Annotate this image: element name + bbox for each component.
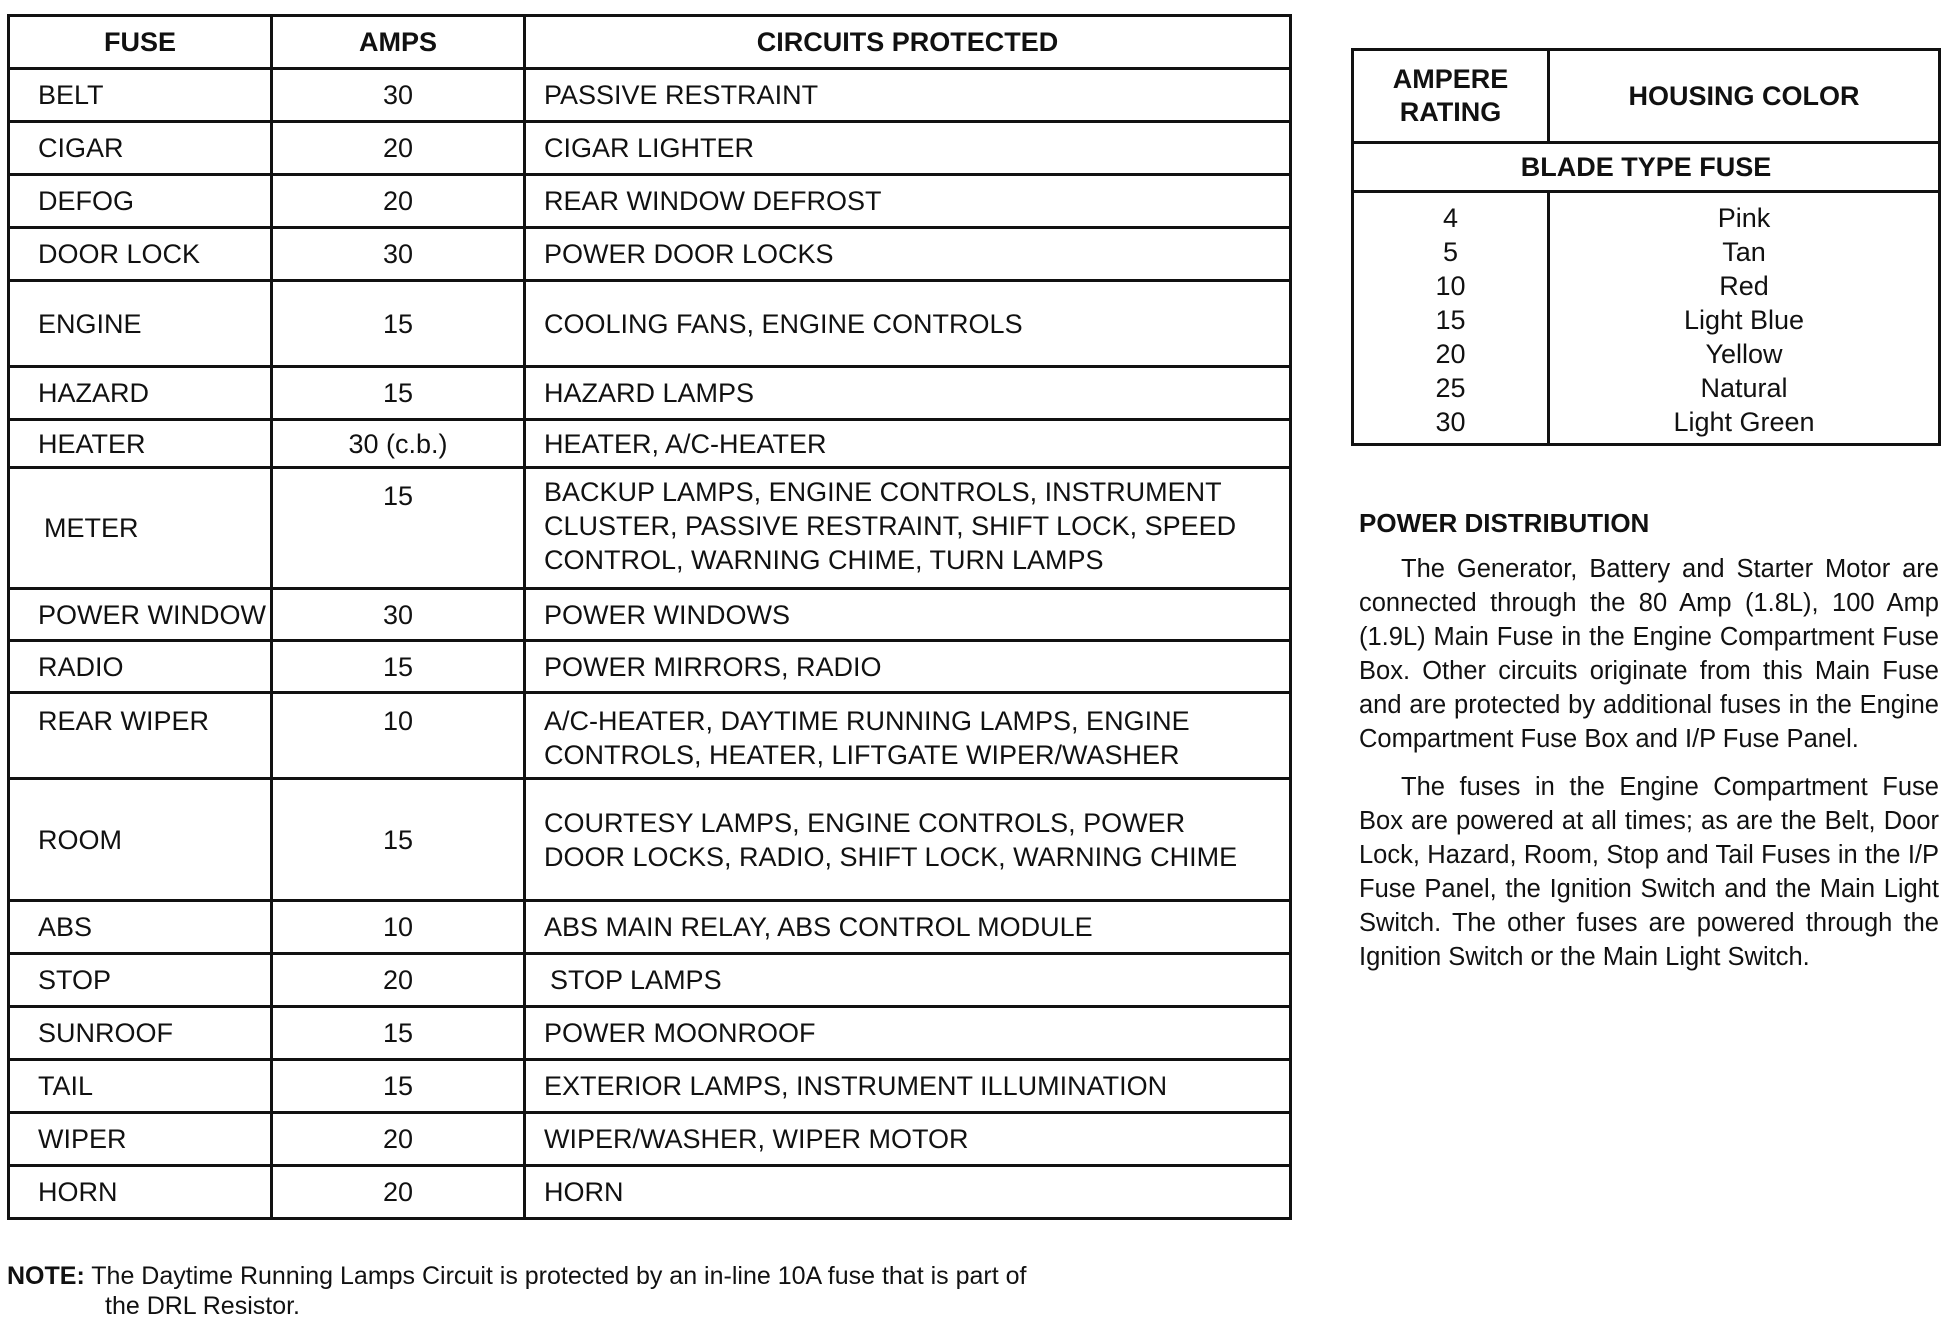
fuse-name: HORN — [9, 1166, 272, 1219]
fuse-name: REAR WIPER — [9, 693, 272, 779]
fuse-column-header: FUSE — [9, 16, 272, 69]
ampere-rating: 20 — [1353, 337, 1549, 371]
table-row — [1353, 235, 1940, 269]
fuse-circuits: BACKUP LAMPS, ENGINE CONTROLS, INSTRUMENT CLUSTER, PASSIVE RESTRAINT, SHIFT LOCK, SPEED CONTROL, WARNING CHIME, TURN LAMPS — [525, 468, 1291, 589]
fuse-color-table — [1351, 48, 1941, 446]
color-table-subheader-row — [1353, 143, 1940, 192]
blade-type-fuse-subheader: BLADE TYPE FUSE — [1353, 143, 1940, 192]
ampere-rating: 15 — [1353, 303, 1549, 337]
table-row — [9, 175, 1291, 228]
fuse-amps: 15 — [272, 641, 525, 693]
fuse-circuits: POWER MOONROOF — [525, 1007, 1291, 1060]
table-row — [9, 420, 1291, 468]
fuse-name: DEFOG — [9, 175, 272, 228]
fuse-circuits: EXTERIOR LAMPS, INSTRUMENT ILLUMINATION — [525, 1060, 1291, 1113]
fuse-name: RADIO — [9, 641, 272, 693]
fuse-circuits: PASSIVE RESTRAINT — [525, 69, 1291, 122]
housing-color: Tan — [1549, 235, 1940, 269]
fuse-amps: 10 — [272, 693, 525, 779]
fuse-circuits: POWER MIRRORS, RADIO — [525, 641, 1291, 693]
table-row — [9, 1007, 1291, 1060]
table-row — [1353, 371, 1940, 405]
fuse-amps: 30 — [272, 589, 525, 641]
table-row — [1353, 337, 1940, 371]
fuse-amps: 15 — [272, 367, 525, 420]
fuse-amps: 15 — [272, 468, 525, 589]
fuse-circuits: COURTESY LAMPS, ENGINE CONTROLS, POWER DOOR LOCKS, RADIO, SHIFT LOCK, WARNING CHIME — [525, 779, 1291, 901]
fuse-name: ROOM — [9, 779, 272, 901]
ampere-rating-header — [1353, 50, 1549, 143]
table-row — [9, 641, 1291, 693]
color-table-header-row — [1353, 50, 1940, 143]
table-row — [9, 954, 1291, 1007]
housing-color: Natural — [1549, 371, 1940, 405]
fuse-name: STOP — [9, 954, 272, 1007]
table-row — [9, 122, 1291, 175]
table-row — [1353, 269, 1940, 303]
fuse-name: POWER WINDOW — [9, 589, 272, 641]
note — [7, 1261, 1207, 1321]
fuse-amps: 10 — [272, 901, 525, 954]
fuse-name: ENGINE — [9, 281, 272, 367]
ampere-rating: 10 — [1353, 269, 1549, 303]
fuse-circuits: HEATER, A/C-HEATER — [525, 420, 1291, 468]
fuse-circuits: CIGAR LIGHTER — [525, 122, 1291, 175]
fuse-amps: 15 — [272, 1060, 525, 1113]
fuse-amps: 20 — [272, 122, 525, 175]
fuse-amps: 15 — [272, 1007, 525, 1060]
fuse-name: CIGAR — [9, 122, 272, 175]
fuse-name: BELT — [9, 69, 272, 122]
table-row — [9, 1166, 1291, 1219]
fuse-circuits: A/C-HEATER, DAYTIME RUNNING LAMPS, ENGINE CONTROLS, HEATER, LIFTGATE WIPER/WASHER — [525, 693, 1291, 779]
table-row — [9, 901, 1291, 954]
fuse-name: WIPER — [9, 1113, 272, 1166]
fuse-amps: 15 — [272, 779, 525, 901]
fuse-circuits: WIPER/WASHER, WIPER MOTOR — [525, 1113, 1291, 1166]
fuse-circuits: POWER DOOR LOCKS — [525, 228, 1291, 281]
table-row — [9, 693, 1291, 779]
fuse-name: HEATER — [9, 420, 272, 468]
table-row — [1353, 303, 1940, 337]
ampere-rating: 25 — [1353, 371, 1549, 405]
fuse-circuits: ABS MAIN RELAY, ABS CONTROL MODULE — [525, 901, 1291, 954]
table-row — [9, 228, 1291, 281]
fuse-name: METER — [9, 468, 272, 589]
fuse-table — [7, 14, 1292, 1220]
power-distribution-title: POWER DISTRIBUTION — [1359, 508, 1650, 538]
fuse-amps: 20 — [272, 1113, 525, 1166]
fuse-amps: 20 — [272, 175, 525, 228]
table-row — [9, 468, 1291, 589]
circuits-column-header: CIRCUITS PROTECTED — [525, 16, 1291, 69]
fuse-amps: 20 — [272, 1166, 525, 1219]
power-distribution-paragraph: The Generator, Battery and Starter Motor are connected through the 80 Amp (1.8L), 100 Amp (1.9L) Main Fuse in the Engine Compartment Fuse Box. Other circuits originate from this Main Fuse and are protected by additional fuses in the Engine Compartment Fuse Box and I/P Fuse Panel. — [1359, 555, 1939, 753]
housing-color-header: HOUSING COLOR — [1549, 50, 1940, 143]
fuse-circuits: STOP LAMPS — [525, 954, 1291, 1007]
amps-column-header: AMPS — [272, 16, 525, 69]
table-row — [9, 69, 1291, 122]
table-row — [9, 779, 1291, 901]
ampere-rating-header-text: AMPERE RATING — [1392, 64, 1509, 127]
ampere-rating: 30 — [1353, 405, 1549, 445]
note-text-line1: The Daytime Running Lamps Circuit is protected by an in-line 10A fuse that is part of — [91, 1262, 1027, 1290]
table-row — [9, 1060, 1291, 1113]
housing-color: Red — [1549, 269, 1940, 303]
table-row — [9, 367, 1291, 420]
fuse-name: DOOR LOCK — [9, 228, 272, 281]
fuse-table-header-row — [9, 16, 1291, 69]
fuse-amps: 30 — [272, 228, 525, 281]
table-row — [1353, 192, 1940, 236]
table-row — [9, 589, 1291, 641]
housing-color: Yellow — [1549, 337, 1940, 371]
ampere-rating: 4 — [1353, 192, 1549, 236]
power-distribution-section — [1359, 506, 1939, 988]
fuse-circuits: HORN — [525, 1166, 1291, 1219]
note-label: NOTE: — [7, 1262, 85, 1290]
housing-color: Pink — [1549, 192, 1940, 236]
power-distribution-paragraph: The fuses in the Engine Compartment Fuse Box are powered at all times; as are the Belt, Door Lock, Hazard, Room, Stop and Tail Fuses in the I/P Fuse Panel, the Ignition Switch and the Main Light Switch. The other fuses are powered through the Ignition Switch or the Main Light Switch. — [1359, 773, 1939, 971]
note-text-line2: the DRL Resistor. — [105, 1292, 300, 1320]
table-row — [9, 281, 1291, 367]
fuse-amps: 30 — [272, 69, 525, 122]
fuse-amps: 20 — [272, 954, 525, 1007]
fuse-amps: 15 — [272, 281, 525, 367]
fuse-circuits: REAR WINDOW DEFROST — [525, 175, 1291, 228]
fuse-name: SUNROOF — [9, 1007, 272, 1060]
housing-color: Light Green — [1549, 405, 1940, 445]
table-row — [1353, 405, 1940, 445]
ampere-rating: 5 — [1353, 235, 1549, 269]
fuse-circuits: COOLING FANS, ENGINE CONTROLS — [525, 281, 1291, 367]
fuse-circuits: POWER WINDOWS — [525, 589, 1291, 641]
table-row — [9, 1113, 1291, 1166]
fuse-name: HAZARD — [9, 367, 272, 420]
fuse-name: TAIL — [9, 1060, 272, 1113]
fuse-amps: 30 (c.b.) — [272, 420, 525, 468]
fuse-name: ABS — [9, 901, 272, 954]
fuse-circuits: HAZARD LAMPS — [525, 367, 1291, 420]
housing-color: Light Blue — [1549, 303, 1940, 337]
